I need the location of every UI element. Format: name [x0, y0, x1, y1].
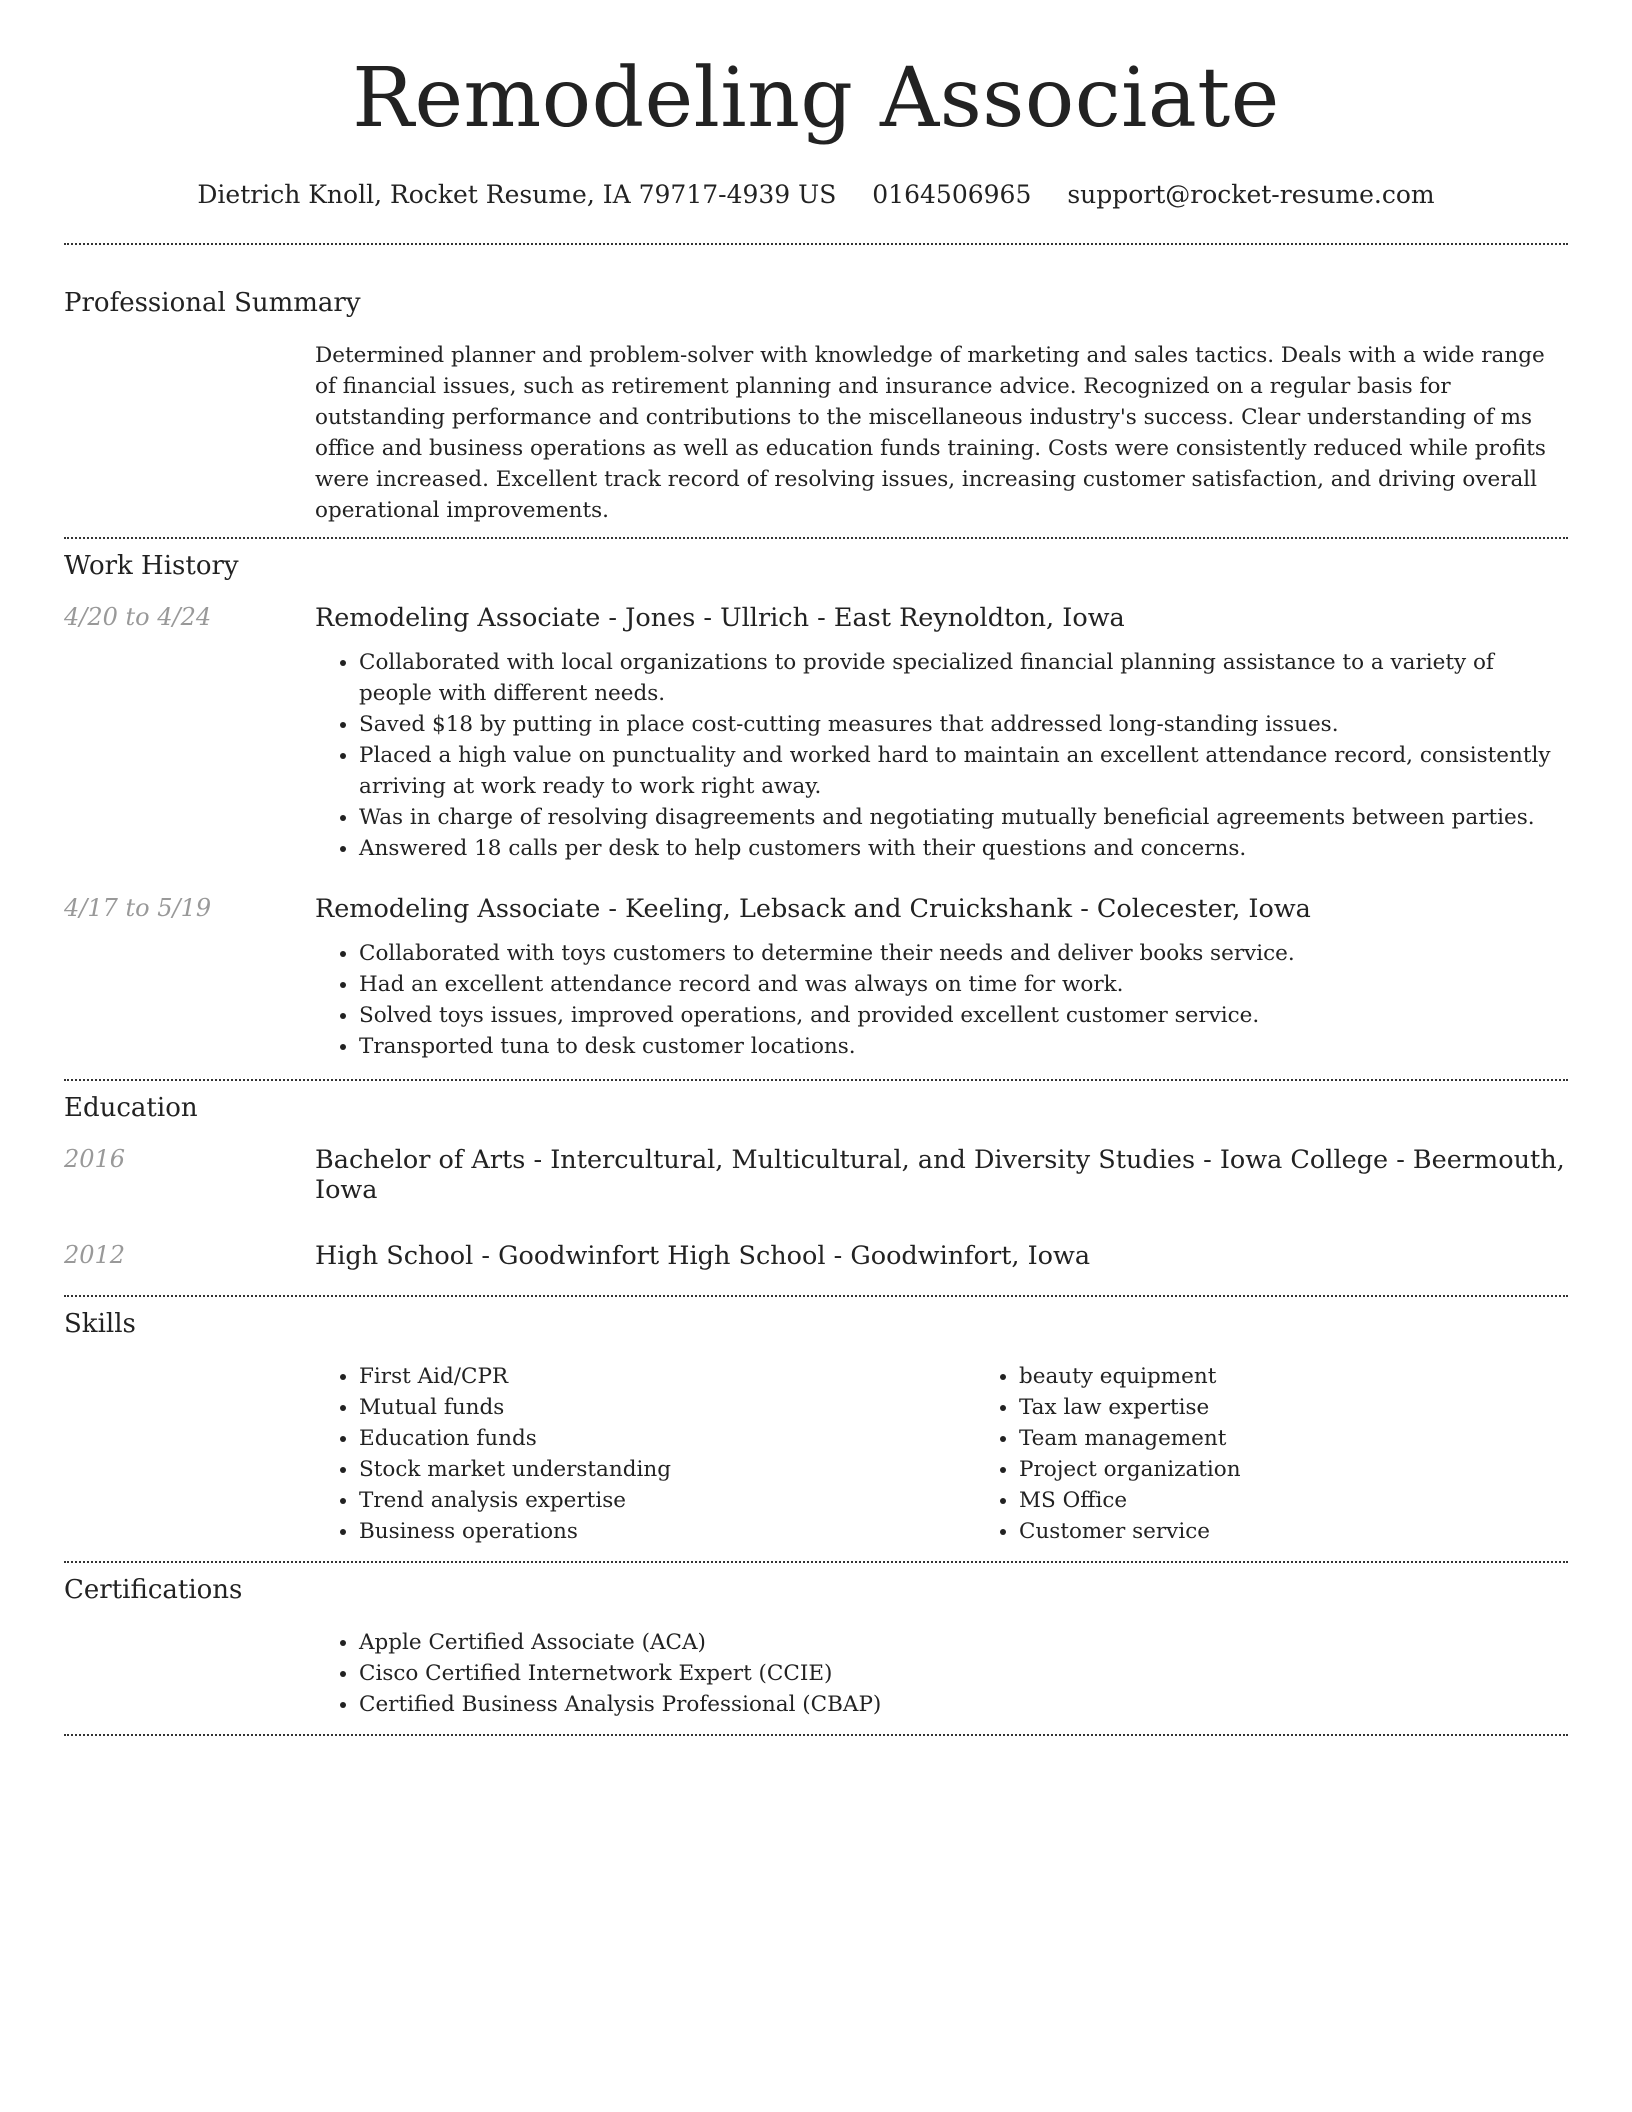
job-dates: 4/17 to 5/19 — [64, 894, 212, 922]
list-item: • Saved $18 by putting in place cost-cutting measures that addressed long-standing issues. — [359, 709, 1568, 740]
section-summary — [64, 245, 1568, 526]
list-item: • Certified Business Analysis Professional (CBAP) — [359, 1689, 1568, 1720]
education-entry — [64, 1145, 1568, 1205]
list-item: • Tax law expertise — [1019, 1392, 1632, 1423]
job-entry — [64, 894, 1568, 1062]
list-item: • Collaborated with toys customers to determine their needs and deliver books service. — [359, 938, 1568, 969]
section-heading-summary: Professional Summary — [64, 288, 361, 318]
list-item: • Education funds — [359, 1423, 975, 1454]
list-item: • Trend analysis expertise — [359, 1485, 975, 1516]
list-item: • First Aid/CPR — [359, 1361, 975, 1392]
list-item: • Answered 18 calls per desk to help customers with their questions and concerns. — [359, 833, 1568, 864]
education-entry — [64, 1241, 1568, 1271]
job-bullets — [315, 938, 1568, 1062]
education-title: Bachelor of Arts - Intercultural, Multicultural, and Diversity Studies - Iowa College - Beermouth, Iowa — [315, 1145, 1565, 1205]
list-item: • MS Office — [1019, 1485, 1632, 1516]
list-item: • Solved toys issues, improved operations, and provided excellent customer service. — [359, 1000, 1568, 1031]
job-entry — [64, 603, 1568, 864]
list-item: • Business operations — [359, 1516, 975, 1547]
section-heading-certifications: Certifications — [64, 1575, 243, 1605]
skills-list-right — [975, 1361, 1632, 1547]
list-item: • Transported tuna to desk customer locations. — [359, 1031, 1568, 1062]
contact-address: Dietrich Knoll, Rocket Resume, IA 79717-4939 US — [197, 180, 837, 209]
list-item: • Had an excellent attendance record and was always on time for work. — [359, 969, 1568, 1000]
list-item: • Was in charge of resolving disagreements and negotiating mutually beneficial agreements between parties. — [359, 802, 1568, 833]
list-item: • Mutual funds — [359, 1392, 975, 1423]
section-education — [64, 1081, 1568, 1271]
resume-title: Remodeling Associate — [352, 51, 1280, 146]
education-year: 2012 — [64, 1241, 126, 1269]
contact-line — [64, 180, 1568, 209]
section-heading-education: Education — [64, 1093, 198, 1123]
list-item: • Placed a high value on punctuality and worked hard to maintain an excellent attendance record, consistently arriving at work ready to work right away. — [359, 740, 1568, 802]
list-item: • Team management — [1019, 1423, 1632, 1454]
contact-email: support@rocket-resume.com — [1067, 180, 1435, 209]
education-year: 2016 — [64, 1145, 126, 1173]
section-heading-skills: Skills — [64, 1309, 136, 1339]
section-work-history — [64, 539, 1568, 1062]
job-title: Remodeling Associate - Keeling, Lebsack and Cruickshank - Colecester, Iowa — [315, 894, 1311, 924]
list-item: • Customer service — [1019, 1516, 1632, 1547]
list-item: • Project organization — [1019, 1454, 1632, 1485]
skills-grid — [315, 1361, 1632, 1547]
certifications-list — [315, 1627, 1568, 1720]
section-heading-work: Work History — [64, 551, 239, 581]
list-item: • Cisco Certified Internetwork Expert (CCIE) — [359, 1658, 1568, 1689]
list-item: • Collaborated with local organizations to provide specialized financial planning assistance to a variety of people with different needs. — [359, 647, 1568, 709]
summary-text: Determined planner and problem-solver with knowledge of marketing and sales tactics. Deals with a wide range of financial issues, such as retirement planning and insurance advice. Recognized on a regular basis for outstanding performance and contributions to the miscellaneous industry's success. Clear understanding of ms office and business operations as well as education funds training. Costs were consistently reduced while profits were increased. Excellent track record of resolving issues, increasing customer satisfaction, and driving overall operational improvements. — [315, 343, 1546, 523]
divider — [64, 1734, 1568, 1736]
skills-list-left — [315, 1361, 975, 1547]
section-skills — [64, 1297, 1568, 1547]
contact-phone: 0164506965 — [872, 180, 1032, 209]
job-dates: 4/20 to 4/24 — [64, 603, 212, 631]
list-item: • beauty equipment — [1019, 1361, 1632, 1392]
list-item: • Apple Certified Associate (ACA) — [359, 1627, 1568, 1658]
list-item: • Stock market understanding — [359, 1454, 975, 1485]
job-title: Remodeling Associate - Jones - Ullrich - East Reynoldton, Iowa — [315, 603, 1125, 633]
job-bullets — [315, 647, 1568, 864]
section-certifications — [64, 1563, 1568, 1720]
education-title: High School - Goodwinfort High School - Goodwinfort, Iowa — [315, 1241, 1091, 1271]
